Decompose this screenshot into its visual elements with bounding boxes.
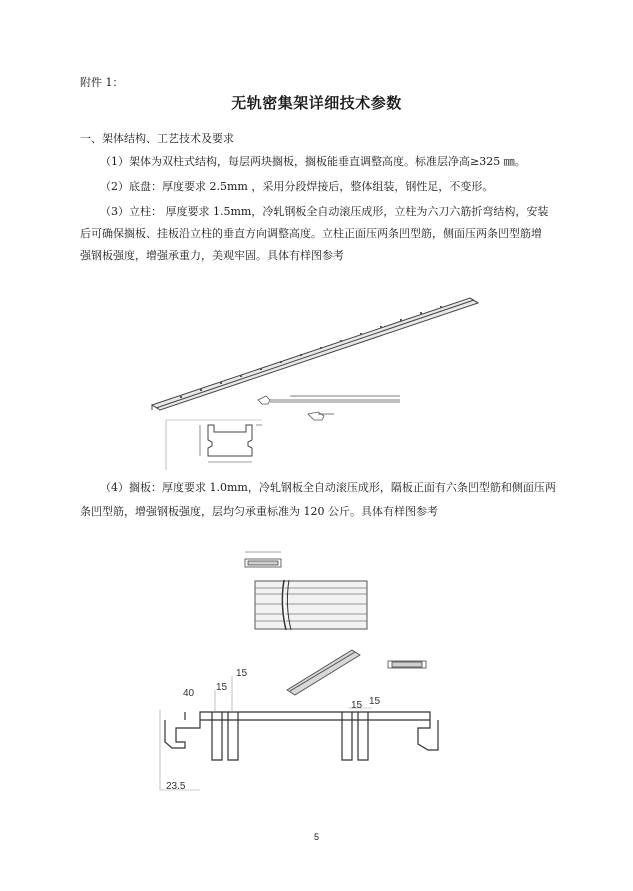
item-3-line-3: 强钢板强度，增强承重力，美观牢固。具体有样图参考 <box>80 249 344 262</box>
item-3-line-1: （3）立柱： 厚度要求 1.5mm，冷轧钢板全自动滚压成形，立柱为六刀六筋折弯结构，安装 <box>100 205 549 218</box>
item-2-text: （2）底盘：厚度要求 2.5mm ，采用分段焊接后，整体组装，钢性足，不变形。 <box>100 180 494 193</box>
dim-label-15-a: 15 <box>216 682 228 693</box>
page-title: 无轨密集架详细技术参数 <box>231 94 402 112</box>
dim-label-15-b: 15 <box>236 668 248 679</box>
item-3-line-2: 后可确保搁板、挂板沿立柱的垂直方向调整高度。立柱正面压两条凹型筋，侧面压两条凹型筋增 <box>80 227 542 240</box>
dim-label-15-c: 15 <box>351 700 363 711</box>
dim-label-15-d: 15 <box>369 696 381 707</box>
section-heading: 一、架体结构、工艺技术及要求 <box>80 132 234 145</box>
dim-label-40: 40 <box>183 688 195 699</box>
item-1-text: （1）架体为双柱式结构，每层两块搁板，搁板能垂直调整高度。标准层净高≥325 ㎜。 <box>100 155 526 168</box>
attachment-label: 附件 1： <box>80 76 124 89</box>
item-4-line-2: 条凹型筋，增强钢板强度，层均匀承重标准为 120 公斤。具体有样图参考 <box>80 505 438 518</box>
item-4-line-1: （4）搁板：厚度要求 1.0mm，冷轧钢板全自动滚压成形，隔板正面有六条凹型筋和侧面压两 <box>100 481 556 494</box>
dim-label-23-5: 23.5 <box>166 781 186 792</box>
page-number: 5 <box>313 832 319 842</box>
